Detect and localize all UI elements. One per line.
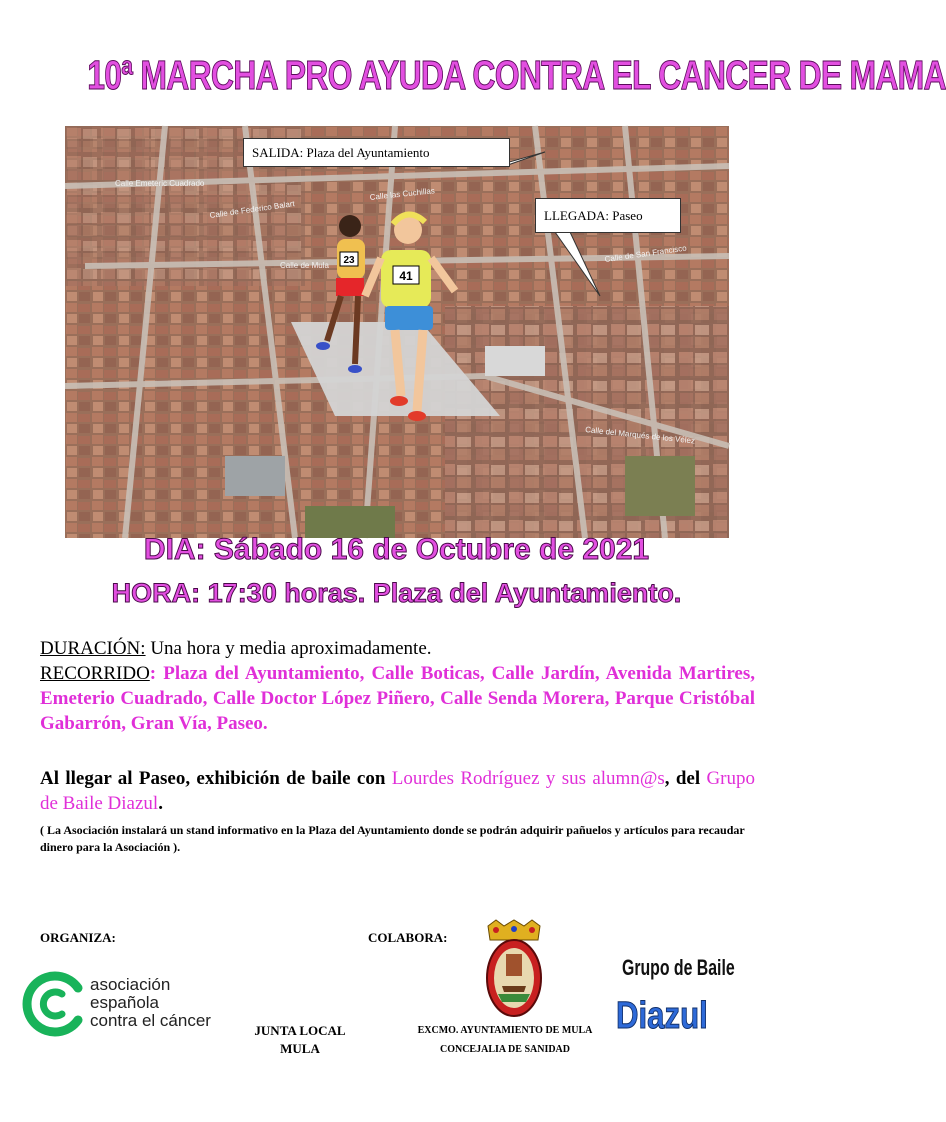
svg-text:23: 23 xyxy=(343,255,355,266)
ayuntamiento-line-1: EXCMO. AYUNTAMIENTO DE MULA xyxy=(417,1025,593,1036)
event-date: DIA: Sábado 16 de Octubre de 2021 xyxy=(143,533,650,566)
recorrido-text: Plaza del Ayuntamiento, Calle Boticas, Calle Jardín, Avenida Martires, Emeterio Cuadrado, Calle Doctor López Piñero, Calle Senda Morera, Parque Cristóbal Gabarrón, Gran Vía, Paseo. xyxy=(40,663,755,734)
salida-callout: SALIDA: Plaza del Ayuntamiento xyxy=(243,138,510,167)
svg-text:Calle Emeteric Cuadrado: Calle Emeteric Cuadrado xyxy=(115,179,205,188)
diazul-label-top: Grupo de Baile xyxy=(622,955,735,980)
svg-text:Calle las Cuchillas: Calle las Cuchillas xyxy=(369,186,436,202)
paseo-text-3: . xyxy=(158,793,163,814)
ayuntamiento-line-2: CONCEJALIA DE SANIDAD xyxy=(439,1044,571,1055)
junta-local xyxy=(236,1022,364,1058)
svg-text:Calle de Mula: Calle de Mula xyxy=(280,261,329,270)
aecc-logo-icon xyxy=(18,968,88,1038)
svg-text:41: 41 xyxy=(399,269,413,283)
duracion-text: Una hora y media aproximadamente. xyxy=(145,638,432,659)
aecc-line-1: asociación xyxy=(90,975,171,994)
aecc-name xyxy=(90,976,211,1030)
route-map xyxy=(65,126,729,538)
mula-coat-of-arms-icon xyxy=(482,920,546,1020)
duracion-label: DURACIÓN: xyxy=(40,638,146,659)
aecc-line-2: española xyxy=(90,993,160,1012)
recorrido-paragraph xyxy=(40,661,755,736)
details-block xyxy=(40,636,755,736)
paseo-highlight-2: Grupo de Baile Diazul xyxy=(40,768,755,814)
junta-line-1: JUNTA LOCAL xyxy=(254,1023,346,1038)
recorrido-colon: : xyxy=(149,663,157,684)
paseo-text-2: , del xyxy=(664,768,707,789)
stand-note: ( La Asociación instalará un stand informativo en la Plaza del Ayuntamiento donde se podrán adquirir pañuelos y artículos para recaudar dinero para la Asociación ). xyxy=(40,823,745,854)
junta-line-2: MULA xyxy=(280,1041,320,1056)
duracion-line xyxy=(40,636,755,661)
aecc-line-3: contra el cáncer xyxy=(90,1011,211,1030)
svg-text:Calle de Federico Balart: Calle de Federico Balart xyxy=(209,199,296,220)
organiza-label: ORGANIZA: xyxy=(40,930,116,945)
page-title: 10ª MARCHA PRO AYUDA CONTRA EL CANCER DE MAMA xyxy=(87,52,946,98)
paseo-highlight-1: Lourdes Rodríguez y sus alumn@s xyxy=(391,768,665,789)
colabora-label: COLABORA: xyxy=(368,930,448,945)
ayuntamiento-mula xyxy=(404,1021,606,1059)
paseo-paragraph xyxy=(40,766,755,816)
aerial-map-image xyxy=(65,126,729,538)
llegada-callout: LLEGADA: Paseo xyxy=(535,198,681,233)
recorrido-label: RECORRIDO xyxy=(40,663,150,684)
paseo-text-1: Al llegar al Paseo, exhibición de baile con xyxy=(40,768,392,789)
svg-text:Calle de San Francisco: Calle de San Francisco xyxy=(604,243,688,264)
svg-text:Calle del Marqués de los Vélez: Calle del Marqués de los Vélez xyxy=(584,425,696,446)
event-time: HORA: 17:30 horas. Plaza del Ayuntamiento. xyxy=(111,578,682,608)
diazul-label-bottom: Diazul xyxy=(616,995,708,1037)
